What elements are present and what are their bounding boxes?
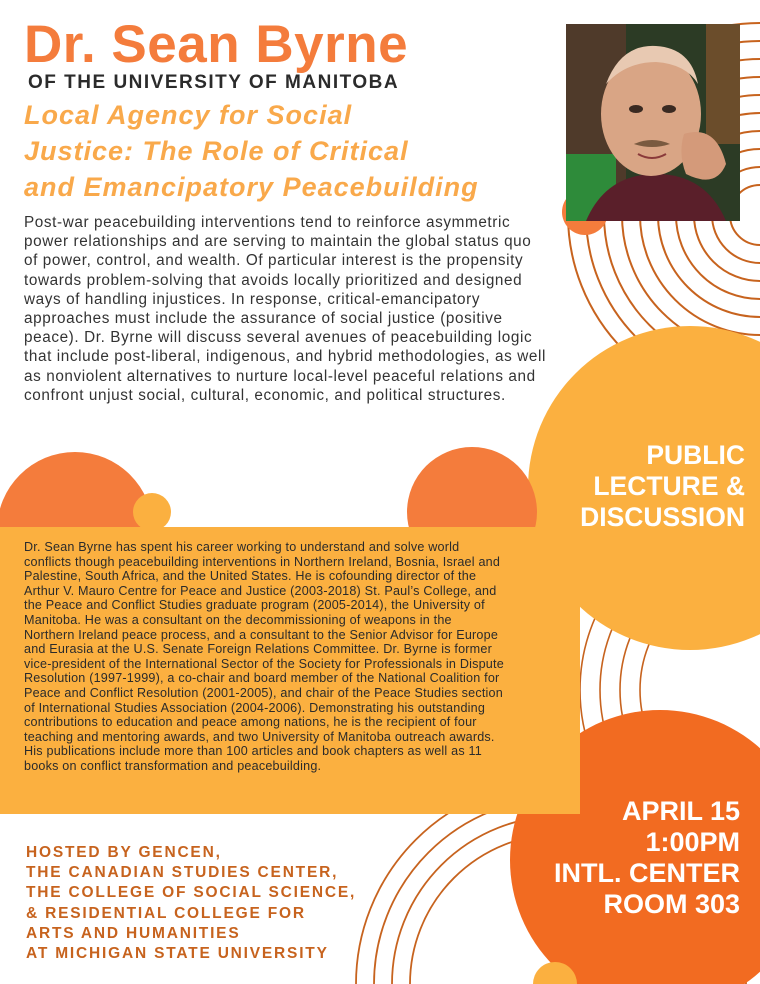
event-venue: INTL. CENTER: [554, 858, 740, 888]
hosted-by-line: THE COLLEGE OF SOCIAL SCIENCE,: [26, 884, 357, 902]
event-date: APRIL 15: [621, 796, 740, 826]
event-type: [540, 440, 745, 533]
hosted-by-line: & RESIDENTIAL COLLEGE FOR: [26, 904, 306, 922]
speaker-affiliation: OF THE UNIVERSITY OF MANITOBA: [28, 72, 400, 93]
talk-abstract: Post-war peacebuilding interventions tend to reinforce asymmetric power relationships and are serving to maintain the global status quo of power, control, and wealth. Of particular interest is the propensity towards problem-solving that avoids locally prioritized and designed ways of handling injustices. In response, critical-emancipatory approaches must include the assurance of social justice (positive peace). Dr. Byrne will discuss several avenues of peacebuilding logic that include post-liberal, indigenous, and hybrid methodologies, as well as nonviolent alternatives to nurture local-level peaceful relations and confront unjust social, cultural, economic, and political structures.: [24, 214, 546, 404]
event-type-line: DISCUSSION: [580, 502, 745, 532]
speaker-photo: [566, 24, 740, 221]
speaker-bio: Dr. Sean Byrne has spent his career working to understand and solve world conflicts though peacebuilding interventions in Northern Ireland, Bosnia, Israel and Palestine, South Africa, and the United States. He is cofounding director of the Arthur V. Mauro Centre for Peace and Justice (2003-2018) St. Paul’s College, and the Peace and Conflict Studies graduate program (2005-2014), the University of Manitoba. He was a consultant on the decommissioning of weapons in the Northern Ireland peace process, and a consultant to the Senior Advisor for Europe and Eurasia at the U.S. Senate Foreign Relations Committee. Dr. Byrne is former vice-president of the International Sector of the Society for Professionals in Dispute Resolution (1997-1999), a co-chair and board member of the National Coalition for Peace and Conflict Resolution (2001-2005), and chair of the Peace Studies section of International Studies Association (2004-2006). Demonstrating his outstanding contributions to education and peace among nations, he is the recipient of four teaching and mentoring awards, and two University of Manitoba outreach awards. His publications include more than 100 articles and book chapters as well as 11 books on conflict transformation and peacebuilding.: [24, 540, 504, 773]
event-time: 1:00PM: [645, 827, 740, 857]
hosted-by: [26, 843, 356, 964]
talk-title-line: Justice: The Role of Critical: [24, 136, 409, 166]
event-room: ROOM 303: [603, 889, 740, 919]
speaker-name: Dr. Sean Byrne: [24, 15, 409, 74]
event-type-line: LECTURE &: [593, 471, 745, 501]
event-details: [520, 796, 740, 920]
hosted-by-line: AT MICHIGAN STATE UNIVERSITY: [26, 945, 329, 963]
left-small-circle: [133, 493, 171, 531]
hosted-by-line: HOSTED BY GENCEN,: [26, 844, 222, 861]
speaker-portrait-image: [566, 24, 740, 221]
talk-title-line: and Emancipatory Peacebuilding: [24, 172, 479, 202]
hosted-by-line: THE CANADIAN STUDIES CENTER,: [26, 864, 339, 882]
event-type-line: PUBLIC: [646, 440, 745, 470]
hosted-by-line: ARTS AND HUMANITIES: [26, 924, 241, 942]
talk-title-line: Local Agency for Social: [24, 100, 353, 130]
talk-title: [24, 97, 564, 205]
